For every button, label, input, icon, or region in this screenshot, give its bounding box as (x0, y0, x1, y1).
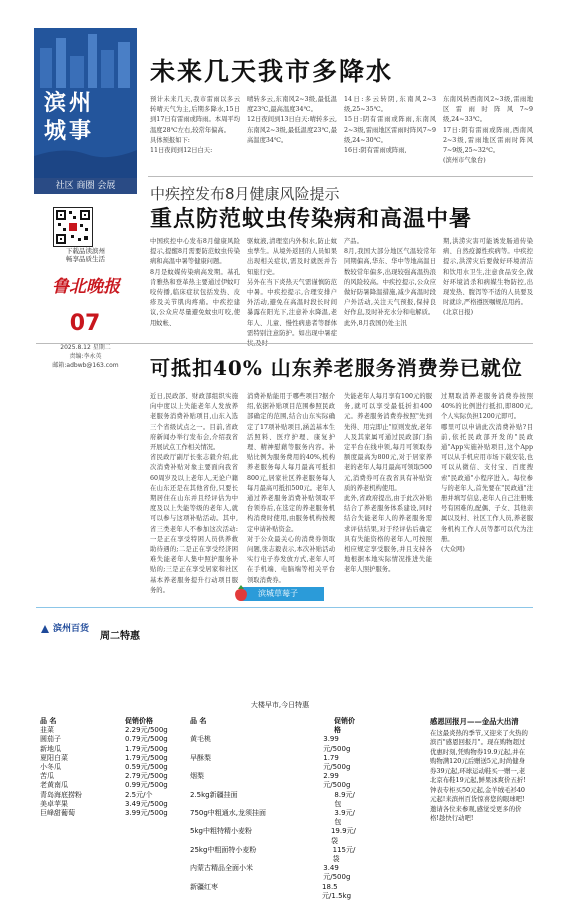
item-name: 苦瓜 (40, 772, 54, 781)
item-price: 2.99元/500g (323, 772, 351, 790)
item-price: 1.79元/500g (125, 744, 168, 753)
item-name: 小冬瓜 (40, 763, 61, 772)
section-brand-block (34, 28, 137, 178)
section-title: 滨州 城事 (44, 91, 95, 144)
price-row (40, 809, 180, 818)
item-name: 新疆红枣 (190, 882, 218, 891)
item-name: 巨峰甜葡萄 (40, 809, 75, 818)
mall-logo-icon (40, 624, 50, 634)
item-name: 老黄南瓜 (40, 781, 68, 790)
item-price: 3.99元/500g (323, 735, 351, 753)
issue-meta (34, 343, 137, 370)
item-price: 19.9元/袋 (330, 827, 356, 845)
item-price: 2.5元/个 (125, 790, 153, 799)
price-row (190, 735, 360, 753)
article3-col2: 消费补贴能用于哪些项目?据介绍,依据补贴项目范围参照民政部确定的范围,结合山东实际确定了17项补贴项目,涵盖基本生活照料、医疗护理、康复护理、精神慰藉等服务内容。补贴比例为服务费用的40%,机构养老服务每人每月最高可抵扣800元,居家社区养老服务每人每月最高可抵扣500元。老年人通过养老服务消费补贴领取平台领券后,在选定的养老服务机构消费时使用,由服务机构按规定申请补贴资金。 对于公众最关心的消费券领取问题,张志毅表示,本次补贴活动实行电子券发放方式,老年人可在手机端、电脑端等相关平台领取消费券。 (247, 393, 335, 584)
price-row (40, 763, 180, 772)
item-name: 内蒙古精品全面小米 (190, 864, 253, 873)
item-price: 0.79元/500g (125, 735, 168, 744)
item-name: 烟梨 (190, 772, 204, 781)
divider (36, 343, 533, 344)
section-tags: 社区 商圈 会展 (34, 178, 137, 194)
ad-banner: 滨城草莓子 (240, 587, 324, 601)
item-name: 750g中粗通水,龙须挂面 (190, 809, 267, 818)
item-name: 圆茄子 (40, 735, 61, 744)
price-row (40, 726, 180, 735)
price-row (190, 864, 360, 882)
item-name: 2.5kg新疆挂面 (190, 790, 238, 799)
item-name: 美卓苹果 (40, 799, 68, 808)
price-table-2: 品 名 促销价格 黄毛桃 3.99元/500g 早酥梨 1.79元/500g 烟梨 2.99元/500g 2.5kg新疆挂面 8.9元/包 750g中粗通水,龙须挂面 3.9元/包 5kg中粗特精小麦粉 19.9元/袋 25kg中粗面特小麦粉 115元/袋 内蒙古精品全面小米 3.49元/500g 新疆红枣 18.5元/1.5kg (190, 717, 360, 901)
promo-text: 在这最炎热的季节,又迎来了火热的滨百"感恩回报月"。现在购物超过优惠时刻,凭购物券19.9元起,并在购物满120元后赠送5元,时尚健身券39元起,环球运动鞋买一赠一,老北京布鞋19元起,鲜果冰爽价五折!钟表专柜买50元起,金羊绒毛衫40元起!来滨州百货惊喜您的眼球吧!邀请各位来参观,感觉受更多的价格!趁快行动吧! (430, 728, 528, 822)
item-price: 0.59元/500g (125, 763, 168, 772)
price-row (190, 827, 360, 845)
item-price: 2.29元/500g (125, 726, 168, 735)
issue-email: 邮箱:adbwb@163.com (52, 362, 119, 369)
qr-code-icon[interactable] (53, 207, 93, 247)
newspaper-logo: 鲁北晚报 (52, 277, 120, 297)
item-price: 18.5元/1.5kg (322, 882, 352, 900)
price-row (40, 745, 180, 754)
price-row (190, 754, 360, 772)
item-name: 5kg中粗特精小麦粉 (190, 827, 252, 836)
qr-caption: 下载品读滨州 畅享品质生活 (66, 247, 105, 263)
item-name: 夏阳白菜 (40, 753, 68, 762)
item-name: 早酥梨 (190, 753, 211, 762)
article2-col4: 期,洪涝灾害可能诱发肠道传染病、自然疫源性疾病等。中疾控提示,洪涝灾后要做好环境清洁和饮用水卫生,注意食品安全,做好环境消杀和病媒生物防控,出现发热、腹泻等不适的人员要及时就诊,严格遵医嘱规范用药。 (北京日报) (443, 238, 533, 317)
item-price: 3.49元/500g (125, 799, 168, 808)
article1-headline: 未来几天我市多降水 (150, 57, 394, 86)
item-name: 25kg中粗面特小麦粉 (190, 845, 257, 854)
article3-col4: 过期取消养老服务消费券按照40%的比例进行抵扣,即800元,个人实际负担1200元即可。 哪里可以申请此次消费补贴?目前,依托民政部开发的"民政通"App实施补贴项目,这个App可以从手机应用市场下载安装,也可以从微信、支付宝、百度搜索"民政通"小程序进入。每位参与的老年人,首先要在"民政通"注册并填写信息,老年人自己注册账号有困难的,配偶、子女、其他亲属以及村、社区工作人员,养老服务机构工作人员等都可以代为注册。 (大众网) (441, 393, 533, 554)
article2-col1: 中国疾控中心发布8月健康风险提示,提醒8月需要防范蚊虫传染病和高温中暑等健康问题。 8月是蚊媒传染病高发期。基孔肯雅热和登革热主要通过伊蚊叮咬传播,临床症状包括发热、皮疹及关节肌肉疼痛。中疾控建议,公众应尽量避免蚊虫叮咬,使用蚊帐、 (150, 238, 240, 327)
page-number: 07 (69, 311, 101, 336)
item-name: 黄毛桃 (190, 735, 211, 744)
article3-col3: 失能老年人每月享有100元的服务,就可以享受最低折扣400元。养老服务消费券按照"先到先得、用完即止"原则发放,老年人及其家属可通过民政部门指定平台在线申领,每月可领取券额度最高为800元,对于居家养老的老年人每月最高可领取500元,消费券可在我省具有补贴资质的养老机构使用。 此外,省政府提出,由于此次补贴结合了养老服务体系建设,同时结合失能老年人的养老服务需求评估结果,对于经评估后确定具有失能资格的老年人,可按照相应规定享受服务,并且支持各地根据本地实际情况推进失能老年人照护服务。 (344, 393, 432, 574)
price-row (190, 791, 360, 809)
issue-editor: 责编:李永英 (69, 353, 102, 360)
article1-col1: 预计未来几天,我市雷雨以多云转晴天气为主,后期多降水,15日到17日有雷雨或阵雨。本周平均温度28℃左右,较常年偏高。 具体预报如下: 11日夜间到12日白天: (150, 96, 240, 155)
promo-box (430, 717, 530, 824)
item-price: 0.99元/500g (125, 781, 168, 790)
mall-name: 滨州百货 (53, 624, 90, 634)
item-name: 新地瓜 (40, 744, 61, 753)
item-name: 韭菜 (40, 726, 54, 735)
article2-headline: 重点防范蚊虫传染病和高温中暑 (150, 206, 473, 232)
article1-col3: 14日:多云转阴,东南风2~3级,25~35℃。 15日:阴有雷雨或阵雨,东南风2~3级,雷雨地区雷雨时阵风7~9级,24~30℃。 16日:阴有雷雨或阵雨, (344, 96, 436, 155)
promo-title: 感恩回报月——金品大出清 (430, 717, 519, 726)
floor-note: 大楼早市,今日特惠 (250, 701, 310, 709)
price-row (40, 800, 180, 809)
price-row (40, 781, 180, 790)
issue-date: 2025.8.12 星期二 (60, 344, 111, 351)
weekly-special: 周二特惠 (100, 631, 140, 642)
price-table-1: 品 名 促销价格 韭菜 2.29元/500g 圆茄子 0.79元/500g 新地瓜 1.79元/500g 夏阳白菜 1.79元/500g 小冬瓜 0.59元/500g 苦瓜 2.79元/500g 老黄南瓜 0.99元/500g 青岛海底捞粉 2.5元/个 美卓苹果 3.49元/500g 巨峰甜葡萄 3.99元/500g (40, 717, 180, 818)
divider (148, 176, 533, 177)
item-name: 青岛海底捞粉 (40, 790, 82, 799)
price-row (190, 772, 360, 790)
ad-divider (36, 607, 533, 608)
price-row (190, 809, 360, 827)
price-row (190, 846, 360, 864)
item-price: 115元/袋 (332, 845, 356, 864)
item-price: 3.49元/500g (323, 864, 351, 882)
strawberry-icon (232, 584, 250, 604)
article2-kicker: 中疾控发布8月健康风险提示 (150, 185, 340, 203)
item-price: 2.79元/500g (125, 772, 168, 781)
item-price: 1.79元/500g (125, 753, 168, 762)
article2-col3: 产品。 8月,我国大部分地区气温较常年同期偏高,华东、华中等地高温日数较常年偏多,出现较强高温热浪的风险较高。中疾控提示,公众应做好防暑降温措施,减少高温时段户外活动,关注天气预报,保持良好作息,及时补充水分和电解质。 此外,8月我国仍处主汛 (344, 238, 436, 327)
article2-col2: 驱蚊液,清理室内外积水,防止蚊虫孳生。从境外返回的人员如果出现相关症状,需及时就医并告知旅行史。 另外在当下炎热天气需谨慎防范中暑。中疾控提示,合理安排户外活动,避免在高温时段长时间暴露在阳光下,注意补水降温,老年人、儿童、慢性病患者等群体需特别注意防护。如出现中暑症 (247, 238, 337, 337)
item-price: 3.99元/500g (125, 809, 168, 818)
price-row (40, 791, 180, 800)
article3-col1: 近日,民政部、财政部组织实施向中度以上失能老年人发放养老服务消费补贴项目,山东入选三个省级试点之一。目前,省政府新闻办举行发布会,介绍我省开展试点工作相关情况。 省民政厅副厅长张志毅介绍,此次消费补贴对象主要面向我省60周岁及以上老年人,无论户籍在山东还是在其他省份,只要长期居住在山东并且经评估为中度及以上失能等级的老年人,就可以参与这项补贴活动。其中,省三类老年人不参加这次活动:一是正在享受特困人员供养救助待遇的;二是正在享受经济困难失能老年人集中照护服务补贴的;三是正在享受居家和社区基本养老服务提升行动项目服务的。 (150, 393, 238, 594)
item-price: 1.79元/500g (323, 753, 351, 772)
item-price: 8.9元/包 (334, 790, 355, 808)
article1-col2: 晴转多云,东南风2~3级,最低温度23℃,最高温度34℃。 12日夜间到13日白天:晴转多云,东南风2~3级,最低温度23℃,最高温度34℃。 (247, 96, 337, 144)
price-row (190, 883, 360, 901)
price-row (40, 735, 180, 744)
item-price: 3.9元/包 (334, 809, 355, 827)
article3-headline: 可抵扣40% 山东养老服务消费券已就位 (150, 356, 523, 380)
article1-col4: 东南风转西南风2~3级,雷雨地区雷雨时阵风7~9级,24~33℃。 17日:阴有雷雨或阵雨,西南风2~3级,雷雨地区雷雨时阵风7~9级,25~32℃。 (滨州市气象台) (443, 96, 533, 165)
price-row (40, 754, 180, 763)
